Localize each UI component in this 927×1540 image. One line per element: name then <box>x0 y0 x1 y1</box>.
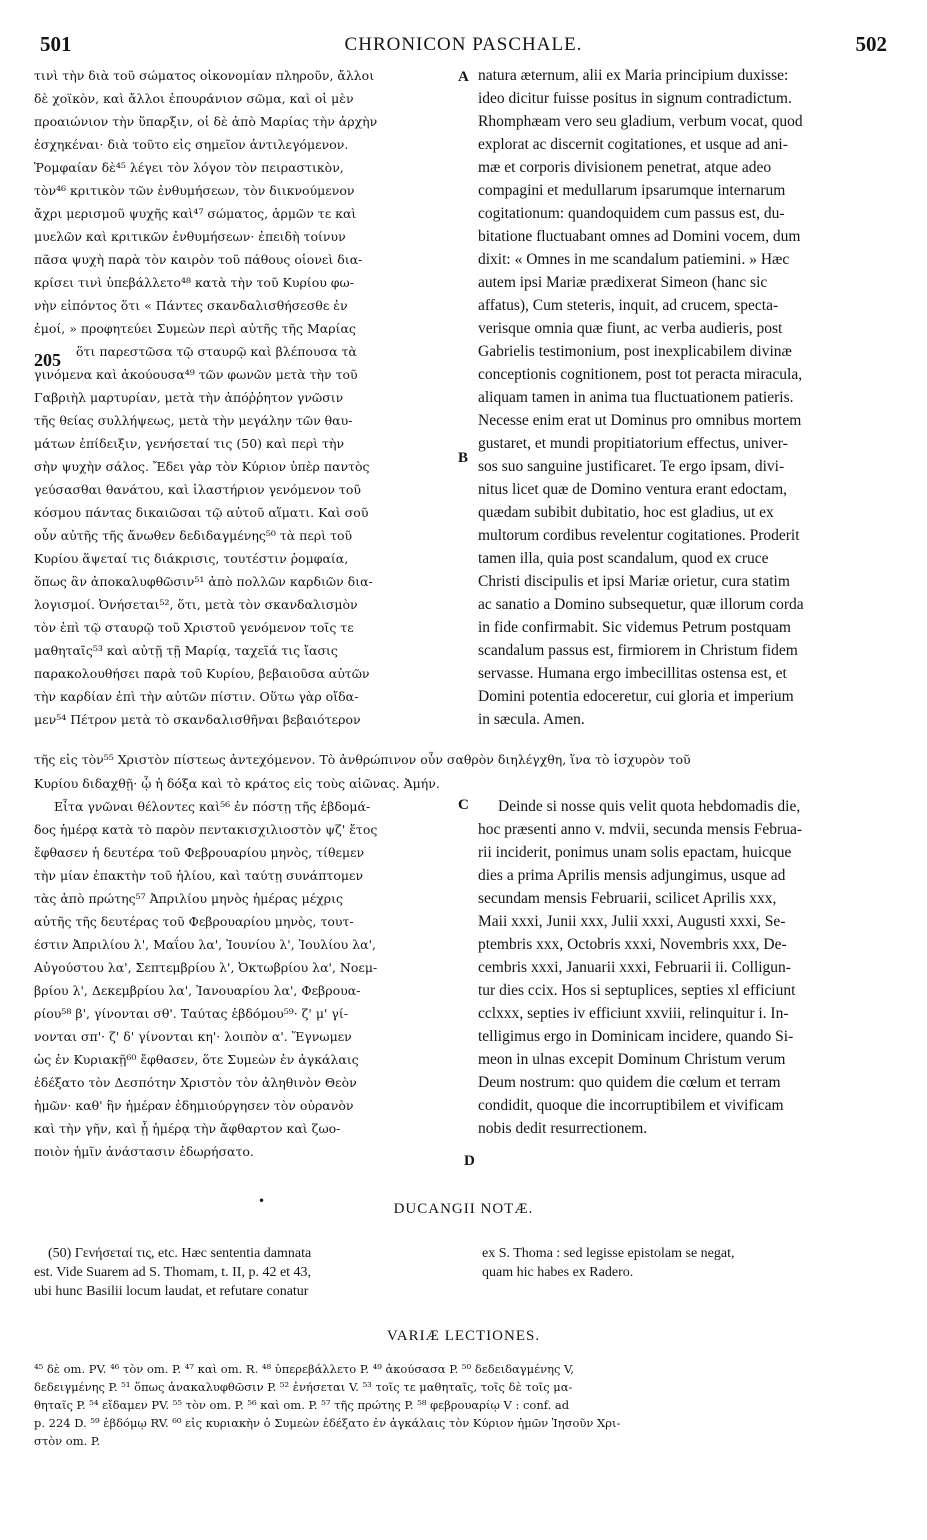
text-line: ἄχρι μερισμοῦ ψυχῆς καὶ⁴⁷ σώματος, ἁρμῶν τε καὶ <box>34 206 357 221</box>
text-line: ἐσχηκέναι· διὰ τοῦτο εἰς σημεῖον ἀντιλεγόμενον. <box>34 137 349 152</box>
text-line: cogitationum: quandoquidem cum passus est, du- <box>478 205 785 222</box>
text-line: Necesse enim erat ut Dominus pro omnibus mortem <box>478 412 802 429</box>
text-line: mæ et corporis divisionem penetrat, atque adeo <box>478 159 772 176</box>
text-line: τὴν καρδίαν ἐπὶ τὴν αὐτῶν πίστιν. Οὕτω γὰρ οἴδα- <box>34 689 359 704</box>
text-line: Rhomphæam vero seu gladium, verbum vocat, quod <box>478 113 803 130</box>
note-line: quam hic habes ex Radero. <box>482 1265 634 1280</box>
text-line: bitatione fluctuabant omnes ad Domini vocem, dum <box>478 228 801 245</box>
running-header <box>40 32 887 60</box>
text-line: δὲ χοϊκὸν, καὶ ἄλλοι ἐπουράνιον σῶμα, καὶ οἱ μὲν <box>34 91 354 106</box>
text-line: τὰς ἀπὸ πρώτης⁵⁷ Ἀπριλίου μηνὸς ἡμέρας μέχρις <box>34 891 344 906</box>
column-marker-b: B <box>458 450 469 466</box>
text-line: τῆς θείας συλλήψεως, μετὰ τὴν μεγάλην τῶν θαυ- <box>34 413 353 428</box>
text-line: rii inciderit, ponimus unam solis epactam, huicque <box>478 844 792 861</box>
note-line: (50) Γενήσεταί τις, etc. Hæc sententia damnata <box>48 1246 312 1261</box>
page-number-left: 501 <box>40 32 72 56</box>
text-line: explorat ac discernit cogitationes, et usque ad ani- <box>478 136 788 153</box>
text-line: ὅπως ἂν ἀποκαλυφθῶσιν⁵¹ ἀπὸ πολλῶν καρδιῶν δια- <box>34 574 373 589</box>
page-number-right: 502 <box>855 32 887 56</box>
latin-column-1 <box>478 64 890 731</box>
note-line: ubi hunc Basilii locum laudat, et refutare conatur <box>34 1284 309 1299</box>
text-line: multorum cordibus revelentur cogitationes. Proderit <box>478 527 800 544</box>
text-line: secundam mensis Februarii, scilicet Aprilis xxx, <box>478 890 777 907</box>
ducange-notes-heading: DUCANGII NOTÆ. <box>393 1201 534 1217</box>
text-line: έστιν Ἀπριλίου λ', Μαΐου λα', Ἰουνίου λ', Ἰουλίου λα', <box>34 937 376 952</box>
text-line: ὡς ἐν Κυριακῇ⁶⁰ ἔφθασεν, ὅτε Συμεὼν ἐν ἀγκάλαις <box>34 1052 359 1067</box>
text-line: τὸν ἐπὶ τῷ σταυρῷ τοῦ Χριστοῦ γενόμενον τοῖς τε <box>34 620 354 635</box>
text-line: νὴν εἰπόντος ὅτι « Πάντες σκανδαλισθήσεσθε ἐν <box>34 298 348 313</box>
folio-number: 205 <box>34 350 61 370</box>
text-line: tur dies ccix. Hos si septuplices, septies xl efficiunt <box>478 982 796 999</box>
text-line: πᾶσα ψυχὴ παρὰ τὸν καιρὸν τοῦ πάθους οἱονεὶ δια- <box>34 252 363 267</box>
text-line: ἐμοί, » προφητεύει Συμεὼν περὶ αὐτῆς τῆς Μαρίας <box>34 321 356 336</box>
text-line: cembris xxxi, Januarii xxxi, Februarii ii. Colligun- <box>478 959 791 976</box>
text-line: Deum nostrum: quo quidem die cœlum et terram <box>478 1074 781 1091</box>
text-line: dixit: « Omnes in me scandalum patiemini. » Hæc <box>478 251 790 268</box>
text-line: aliquam tamen in anima tua fluctuationem patieris. <box>478 389 794 406</box>
text-line: κόσμου πάντας δικαιῶσαι τῷ αὐτοῦ αἵματι. Καὶ σοῦ <box>34 505 369 520</box>
text-line: cclxxx, septies iv efficiunt xxviii, relinquitur i. In- <box>478 1005 789 1022</box>
full-width-text <box>34 748 894 771</box>
note-line: ex S. Thoma : sed legisse epistolam se negat, <box>482 1246 735 1261</box>
text-line: meon in ulnas excepit Dominum Christum verum <box>478 1051 786 1068</box>
text-line: γινόμενα καὶ ἀκούουσα⁴⁹ τῶν φωνῶν μετὰ τὴν τοῦ <box>34 367 358 382</box>
text-line: ac sanatio a Domino subsequetur, quæ illorum corda <box>478 596 804 613</box>
text-line: ἡμῶν· καθ' ἣν ἡμέραν ἐδημιούργησεν τὸν οὐρανὸν <box>34 1098 354 1113</box>
ornament-dot: • <box>258 1194 266 1208</box>
text-line: ποιὸν ἡμῖν ἀνάστασιν ἐδωρήσατο. <box>34 1144 254 1159</box>
text-line: verisque omnia quæ fiunt, ac verba audieris, post <box>478 320 783 337</box>
text-line: τινὶ τὴν διὰ τοῦ σώματος οἰκονομίαν πληροῦν, ἄλλοι <box>34 68 375 83</box>
text-line: ὅτι παρεστῶσα τῷ σταυρῷ καὶ βλέπουσα τὰ <box>76 344 357 359</box>
text-line: Christi discipulis et ipsi Mariæ orietur, cura statim <box>478 573 790 590</box>
text-line: dies a prima Aprilis mensis adjungimus, usque ad <box>478 867 786 884</box>
text-line: Maii xxxi, Junii xxx, Julii xxxi, Augusti xxxi, Se- <box>478 913 786 930</box>
text-line: natura æternum, alii ex Maria principium duxisse: <box>478 67 789 84</box>
latin-column-2 <box>478 795 890 1140</box>
text-line: compagini et medullarum ipsarumque internarum <box>478 182 786 199</box>
text-line: tamen illa, quia post scandalum, quod ex cruce <box>478 550 769 567</box>
text-line: Αὐγούστου λα', Σεπτεμβρίου λ', Ὀκτωβρίου λα', Νοεμ- <box>34 960 378 975</box>
text-line: Κυρίου διδαχθῇ· ᾧ ἡ δόξα καὶ τὸ κράτος εἰς τοὺς αἰῶνας. Ἀμήν. <box>34 776 440 791</box>
text-line: κρίσει τινὶ ὑπεβάλλετο⁴⁸ κατὰ τὴν τοῦ Κυρίου φω- <box>34 275 354 290</box>
text-line: affatus), Cum steteris, inquit, ad crucem, specta- <box>478 297 779 314</box>
text-line: Κυρίου ἅψεταί τις διάκρισις, τουτέστιν ῥομφαία, <box>34 551 349 566</box>
text-line: προαιώνιον τὴν ὕπαρξιν, οἱ δὲ ἀπὸ Μαρίας τὴν ἀρχὴν <box>34 114 378 129</box>
column-marker-d: D <box>464 1153 475 1169</box>
text-line: conceptionis cognitionem, post tot peracta miracula, <box>478 366 803 383</box>
ducange-notes-right <box>482 1244 890 1282</box>
note-line: est. Vide Suarem ad S. Thomam, t. II, p. 42 et 43, <box>34 1265 312 1280</box>
text-line: αὐτῆς τῆς δευτέρας τοῦ Φεβρουαρίου μηνὸς, τουτ- <box>34 914 354 929</box>
text-line: Γαβριὴλ μαρτυρίαν, μετὰ τὴν ἀπόῤῥητον γνῶσιν <box>34 390 344 405</box>
text-line: Ῥομφαίαν δὲ⁴⁵ λέγει τὸν λόγον τὸν πειραστικὸν, <box>34 160 344 175</box>
text-line: ρίου⁵⁸ β', γίνονται σθ'. Ταύτας ἑβδόμου⁵⁹· ζ' μ' γί- <box>34 1006 348 1021</box>
variae-lectiones-heading: VARIÆ LECTIONES. <box>386 1328 541 1344</box>
variant-line: δεδειγμένης P. ⁵¹ ὅπως ἀνακαλυφθῶσιν P. ⁵² ἐνήσεται V. ⁵³ τοῖς τε μαθηταῖς, τοῖς δὲ τοῖς μα- <box>34 1380 573 1394</box>
text-line: nobis dedit resurrectionem. <box>478 1120 648 1137</box>
variae-lectiones <box>34 1360 894 1450</box>
text-line: γεύσασθαι θανάτου, καὶ ἱλαστήριον γενόμενον τοῦ <box>34 482 361 497</box>
variant-line: p. 224 D. ⁵⁹ ἑβδόμῳ RV. ⁶⁰ εἰς κυριακὴν ὁ Συμεὼν ἐδέξατο ἐν ἀγκάλαις τὸν Κύριον ἡμῶν Ἰησοῦν Χρι- <box>34 1416 621 1430</box>
text-line: μυελῶν καὶ κριτικῶν ἐνθυμήσεων· ἐπειδὴ τοίνυν <box>34 229 346 244</box>
text-line: μαθηταῖς⁵³ καὶ αὐτῇ τῇ Μαρίᾳ, ταχεῖά τις ἴασις <box>34 643 338 658</box>
text-line: τὴν μίαν ἐπακτὴν τοῦ ἡλίου, καὶ ταύτῃ συνάπτομεν <box>34 868 364 883</box>
text-line: τὸν⁴⁶ κριτικὸν τῶν ἐνθυμήσεων, τὸν διικνούμενον <box>34 183 355 198</box>
greek-column-1 <box>34 64 454 731</box>
variant-line: ⁴⁵ δὲ om. PV. ⁴⁶ τὸν om. P. ⁴⁷ καὶ om. R. ⁴⁸ ὑπερεβάλλετο P. ⁴⁹ ἀκούσασα P. ⁵⁰ δεδειδαγμένης V, <box>34 1362 575 1376</box>
text-line: ptembris xxx, Octobris xxxi, Novembris xxx, De- <box>478 936 787 953</box>
text-line: autem ipsi Mariæ prædixerat Simeon (hanc sic <box>478 274 768 291</box>
ducange-notes-left <box>34 1244 466 1301</box>
text-line: in sæcula. Amen. <box>478 711 585 728</box>
text-line: ἐδέξατο τὸν Δεσπότην Χριστὸν τὸν ἀληθινὸν Θεὸν <box>34 1075 357 1090</box>
greek-column-2 <box>34 772 454 1163</box>
text-line: condidit, quoque die incorruptibilem et vivificam <box>478 1097 784 1114</box>
text-line: servasse. Humana ergo imbecillitas ostensa est, et <box>478 665 787 682</box>
running-title: CHRONICON PASCHALE. <box>344 34 583 55</box>
text-line: hoc præsenti anno v. mdvii, secunda mensis Februa- <box>478 821 803 838</box>
text-line: nitus licet quæ de Domino ventura erant edoctam, <box>478 481 788 498</box>
text-line: in fide confirmabit. Sic videmus Petrum postquam <box>478 619 791 636</box>
text-line: λογισμοί. Ὀνήσεται⁵², ὅτι, μετὰ τὸν σκανδαλισμὸν <box>34 597 358 612</box>
text-line: παρακολουθήσει παρὰ τοῦ Κυρίου, βεβαιοῦσα αὐτῶν <box>34 666 370 681</box>
text-line: καὶ τὴν γῆν, καὶ ᾗ ἡμέρᾳ τὴν ἄφθαρτον καὶ ζωο- <box>34 1121 341 1136</box>
variant-line: θηταῖς P. ⁵⁴ εἴδαμεν PV. ⁵⁵ τὸν om. P. ⁵⁶ καὶ om. P. ⁵⁷ τῆς πρώτης P. ⁵⁸ φεβρουαρίῳ V : conf. ad <box>34 1398 570 1412</box>
text-line: οὖν αὐτῆς τῆς ἄνωθεν δεδιδαγμένης⁵⁰ τὰ περὶ τοῦ <box>34 528 353 543</box>
text-line: ideo dicitur fuisse positus in signum contradictum. <box>478 90 792 107</box>
text-line: νονται σπ'· ζ' δ' γίνονται κη'· λοιπὸν α'. Ἔγνωμεν <box>34 1029 352 1044</box>
column-marker-a: A <box>458 69 469 85</box>
text-line: Domini potentia edoceretur, cui gloria et imperium <box>478 688 794 705</box>
text-line: σὴν ψυχὴν σάλος. Ἔδει γὰρ τὸν Κύριον ὑπὲρ παντὸς <box>34 459 370 474</box>
text-line: gustaret, et mundi propitiatorium effectus, univer- <box>478 435 788 452</box>
text-line: μάτων ἐπίδειξιν, γενήσεταί τις (50) καὶ περὶ τὴν <box>34 436 345 451</box>
text-line: μεν⁵⁴ Πέτρον μετὰ τὸ σκανδαλισθῆναι βεβαιότερον <box>34 712 361 727</box>
text-line: telligimus ergo in Dominicam incidere, quando Si- <box>478 1028 794 1045</box>
text-line: scandalum passus est, firmiorem in Christum fidem <box>478 642 798 659</box>
text-line: Gabrielis testimonium, post inexplicabilem divinæ <box>478 343 792 360</box>
text-line: δος ἡμέρᾳ κατὰ τὸ παρὸν πεντακισχιλιοστὸν ψζ' ἔτος <box>34 822 378 837</box>
column-marker-c: C <box>458 797 469 813</box>
text-line: Deinde si nosse quis velit quota hebdomadis die, <box>498 798 801 815</box>
text-line: βρίου λ', Δεκεμβρίου λα', Ἰανουαρίου λα', Φεβρουα- <box>34 983 361 998</box>
text-line: ἔφθασεν ἡ δευτέρα τοῦ Φεβρουαρίου μηνὸς, τίθεμεν <box>34 845 365 860</box>
text-line: τῆς εἰς τὸν⁵⁵ Χριστὸν πίστεως ἀντεχόμενον. Τὸ ἀνθρώπινον οὖν σαθρὸν διηλέγχθη, ἵνα τὸ ἰσχυρὸν τοῦ <box>34 752 691 767</box>
text-line: quædam subibit dubitatio, hoc est gladius, ut ex <box>478 504 774 521</box>
text-line: Εἶτα γνῶναι θέλοντες καὶ⁵⁶ ἐν πόστῃ τῆς ἑβδομά- <box>54 799 371 814</box>
variant-line: στὸν om. P. <box>34 1434 100 1448</box>
text-line: sos suo sanguine justificaret. Te ergo ipsam, divi- <box>478 458 785 475</box>
